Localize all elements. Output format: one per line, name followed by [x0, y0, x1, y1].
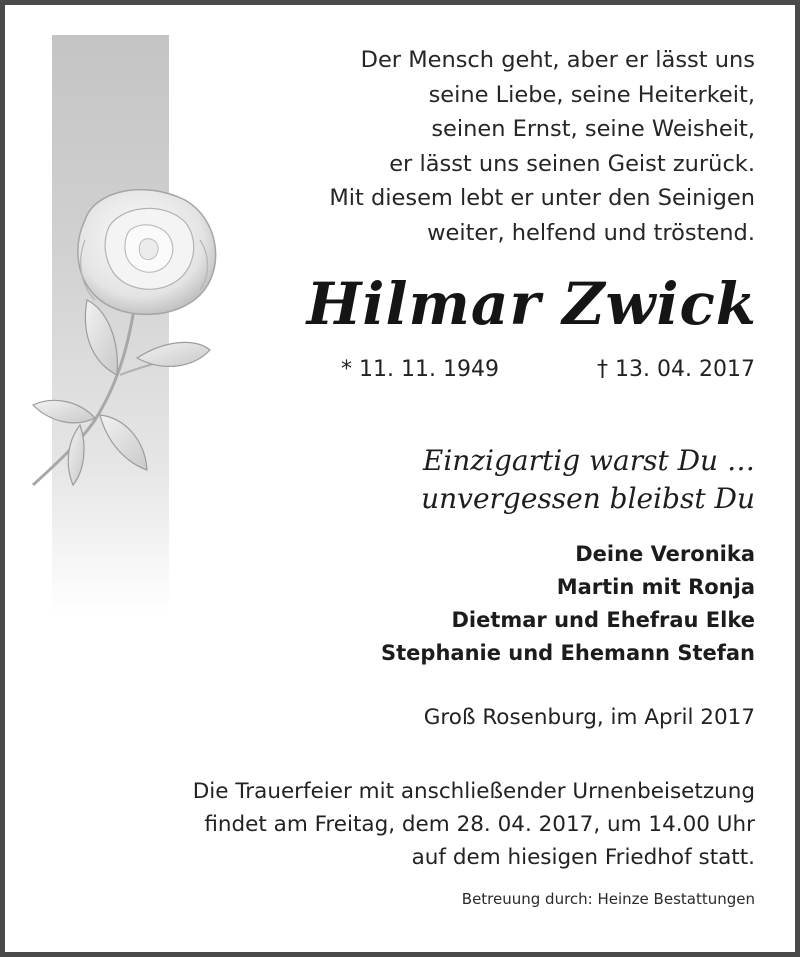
mourner: Dietmar und Ehefrau Elke [451, 608, 755, 632]
service-line: auf dem hiesigen Friedhof statt. [411, 845, 755, 870]
motto-line: unvergessen bleibst Du [421, 482, 755, 515]
obituary-notice [5, 5, 795, 952]
service-line: Die Trauerfeier mit anschließender Urnenbeisetzung [192, 779, 755, 804]
poem-line: Mit diesem lebt er unter den Seinigen [329, 185, 755, 211]
poem-line: seinen Ernst, seine Weisheit, [431, 116, 755, 142]
undertaker-credit: Betreuung durch: Heinze Bestattungen [461, 890, 755, 908]
mourner: Stephanie und Ehemann Stefan [381, 641, 755, 665]
birth-date: * 11. 11. 1949 [341, 357, 499, 382]
death-date: † 13. 04. 2017 [597, 357, 755, 382]
motto-line: Einzigartig warst Du … [422, 444, 755, 477]
poem-line: weiter, helfend und tröstend. [427, 219, 755, 246]
service-info [193, 775, 755, 874]
deceased-name: Hilmar Zwick [306, 270, 757, 338]
mourner: Martin mit Ronja [556, 575, 755, 599]
mourner: Deine Veronika [575, 542, 755, 566]
motto [421, 442, 755, 518]
poem-line: seine Liebe, seine Heiterkeit, [428, 81, 755, 108]
service-line: findet am Freitag, dem 28. 04. 2017, um 14.00 Uhr [204, 812, 755, 837]
poem [329, 43, 755, 250]
rose-icon [25, 180, 225, 500]
poem-line: er lässt uns seinen Geist zurück. [389, 150, 755, 177]
mourners-list [381, 538, 755, 670]
poem-line: Der Mensch geht, aber er lässt uns [360, 47, 755, 73]
place-date: Groß Rosenburg, im April 2017 [423, 705, 755, 730]
